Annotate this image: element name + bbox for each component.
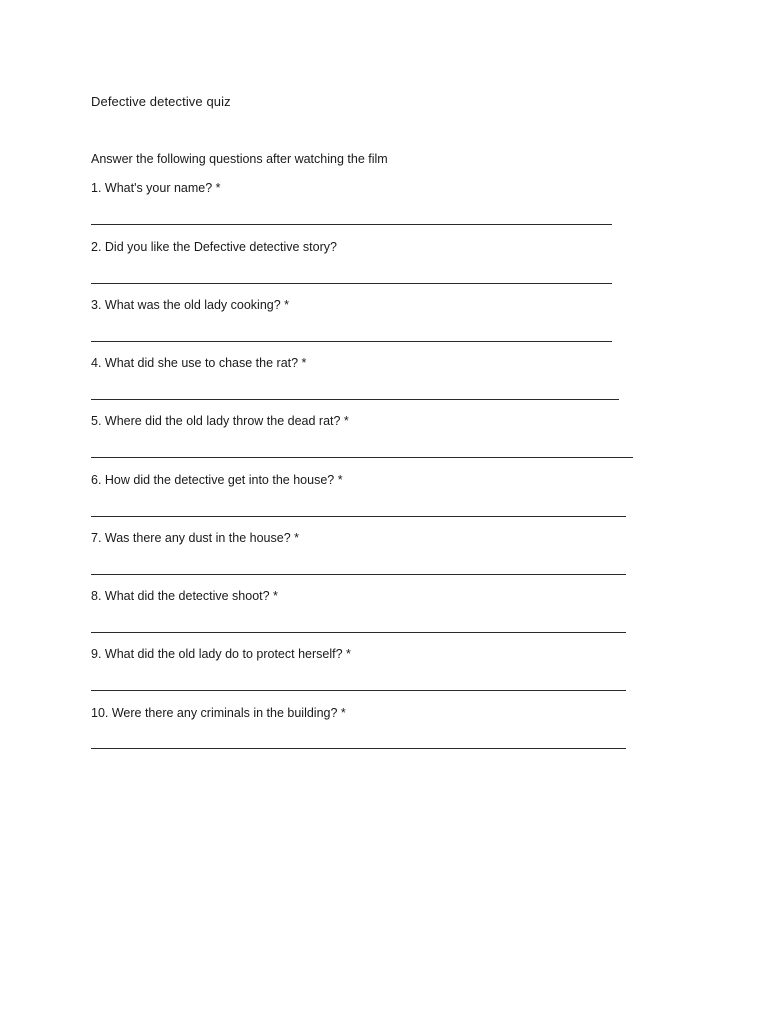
question-2: 2. Did you like the Defective detective story?: [91, 240, 337, 254]
question-9: 9. What did the old lady do to protect herself? *: [91, 647, 351, 661]
answer-line-4[interactable]: [91, 399, 619, 400]
answer-line-10[interactable]: [91, 748, 626, 749]
question-3: 3. What was the old lady cooking? *: [91, 298, 290, 312]
answer-line-7[interactable]: [91, 574, 626, 575]
answer-line-3[interactable]: [91, 341, 612, 342]
answer-line-6[interactable]: [91, 516, 626, 517]
question-10: 10. Were there any criminals in the building? *: [91, 706, 346, 720]
question-6: 6. How did the detective get into the house? *: [91, 473, 343, 487]
question-1: 1. What's your name? *: [91, 181, 221, 195]
question-5: 5. Where did the old lady throw the dead rat? *: [91, 414, 349, 428]
question-4: 4. What did she use to chase the rat? *: [91, 356, 307, 370]
answer-line-1[interactable]: [91, 224, 612, 225]
answer-line-8[interactable]: [91, 632, 626, 633]
intro-text: Answer the following questions after watching the film: [91, 152, 388, 166]
answer-line-5[interactable]: [91, 457, 633, 458]
question-7: 7. Was there any dust in the house? *: [91, 531, 299, 545]
answer-line-2[interactable]: [91, 283, 612, 284]
answer-line-9[interactable]: [91, 690, 626, 691]
question-8: 8. What did the detective shoot? *: [91, 589, 278, 603]
page-title: Defective detective quiz: [91, 94, 231, 109]
